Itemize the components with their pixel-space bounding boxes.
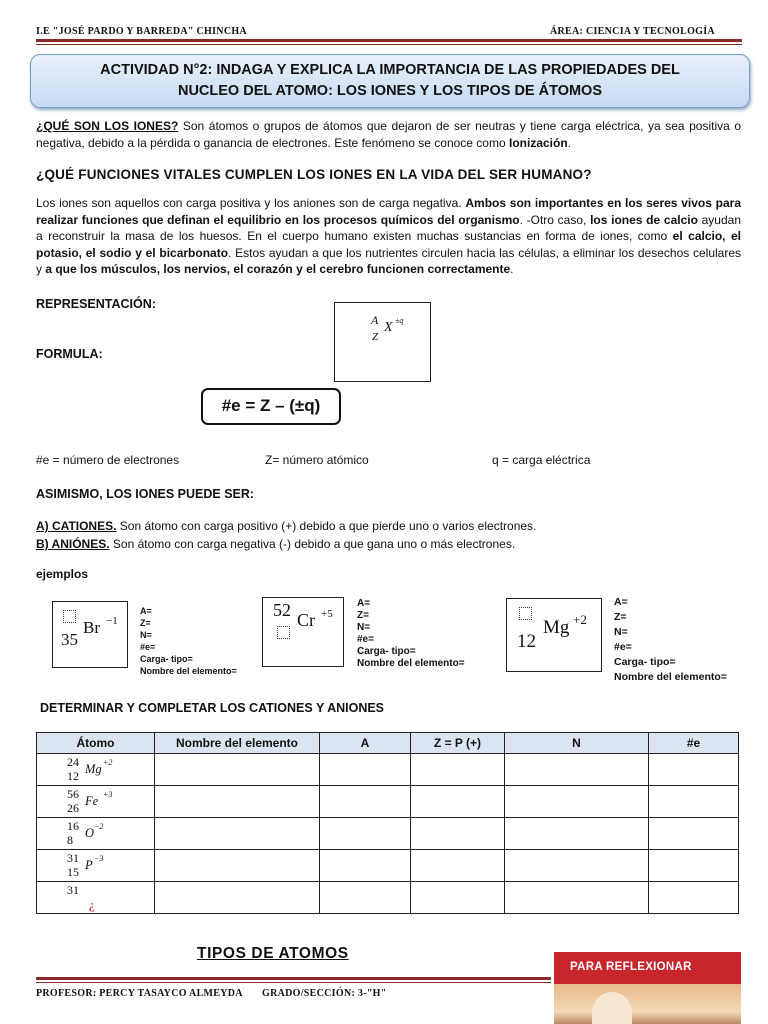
- mg-atomic-number: 12: [517, 631, 536, 652]
- ion-charge: +2: [103, 758, 113, 767]
- representation-box: [334, 302, 431, 382]
- legend-electrons: #e = número de electrones: [36, 453, 180, 467]
- legend-charge: q = carga eléctrica: [492, 453, 591, 467]
- title-line-2: NUCLEO DEL ATOMO: LOS IONES Y LOS TIPOS DE ÁTOMOS: [177, 83, 603, 99]
- ions-question: ¿QUÉ SON LOS IONES?: [36, 119, 179, 133]
- element-name-cell[interactable]: [155, 882, 320, 914]
- z-cell[interactable]: [411, 850, 505, 882]
- header-rule: [36, 39, 742, 42]
- element-symbol: P: [85, 858, 93, 872]
- anions-text: Son átomo con carga negativa (-) debido a que gana uno o más electrones.: [109, 537, 516, 551]
- func-t2: . -Otro caso,: [519, 212, 591, 227]
- n-cell[interactable]: [505, 818, 649, 850]
- n-cell[interactable]: [505, 786, 649, 818]
- example-fields-1: [140, 605, 237, 677]
- field-z: Z=: [614, 611, 627, 623]
- z-cell[interactable]: [411, 786, 505, 818]
- teacher-name: PROFESOR: PERCY TASAYCO ALMEYDA: [36, 988, 243, 999]
- func-b1: Ambos son importantes en los seres vivos para realizar funciones que definan el equilibrio en los procesos químicos del organismo: [36, 196, 741, 227]
- cations-line: [36, 519, 536, 533]
- element-symbol: O: [85, 826, 95, 840]
- atomic-number: 26: [67, 801, 79, 815]
- ions-text: Son átomos o grupos de átomos que dejaron de ser neutras y tiene carga eléctrica, ya sea positiva o negativa, debido a la pérdida o ganancia de electrones. Este fenómeno se conoce como: [36, 119, 741, 150]
- z-cell[interactable]: [411, 882, 505, 914]
- title-line-1: ACTIVIDAD N°2: INDAGA Y EXPLICA LA IMPORTANCIA DE LAS PROPIEDADES DEL: [100, 62, 680, 78]
- element-name-cell[interactable]: [155, 786, 320, 818]
- field-a: A=: [140, 606, 152, 616]
- school-name: I.E "JOSÉ PARDO Y BARREDA" CHINCHA: [36, 26, 247, 37]
- ion-charge: −3: [94, 854, 104, 863]
- element-symbol: Mg: [85, 762, 102, 776]
- rep-charge: ±q: [395, 316, 404, 325]
- atom-notation: [37, 850, 154, 881]
- field-element-name: Nombre del elemento=: [140, 666, 237, 676]
- mg-charge: +2: [573, 612, 587, 627]
- field-e: #e=: [140, 642, 156, 652]
- table-row: [37, 818, 739, 850]
- mg-symbol: Mg: [543, 617, 570, 638]
- field-charge-type: Carga- tipo=: [140, 654, 193, 664]
- atom-cell: [37, 850, 155, 882]
- cr-charge: +5: [321, 608, 333, 620]
- ions-end: .: [567, 135, 572, 150]
- func-b3: el calcio, el potasio, el sodio y el bicarbonato: [36, 229, 741, 260]
- example-fields-2: [357, 598, 465, 670]
- atom-notation: [37, 754, 154, 785]
- field-n: N=: [357, 622, 371, 633]
- col-electrons: #e: [649, 733, 739, 754]
- br-charge: −1: [106, 615, 118, 627]
- table-row: [37, 754, 739, 786]
- footer-rule-thin: [36, 982, 551, 983]
- func-t1: Los iones son aquellos con carga positiva y los aniones son de carga negativa.: [36, 196, 466, 210]
- tipos-heading: TIPOS DE ATOMOS: [197, 945, 349, 962]
- rep-mass-number: A: [371, 313, 379, 327]
- atom-notation: [37, 882, 154, 913]
- n-cell[interactable]: [505, 882, 649, 914]
- anions-line: [36, 537, 515, 551]
- grade-section: GRADO/SECCIÓN: 3-"H": [262, 988, 387, 999]
- n-cell[interactable]: [505, 754, 649, 786]
- electrons-cell[interactable]: [649, 818, 739, 850]
- reflection-label: PARA REFLEXIONAR: [570, 961, 692, 973]
- functions-paragraph: [36, 195, 741, 278]
- br-atomic-number: 35: [61, 630, 78, 649]
- activity-title: [30, 54, 750, 108]
- mass-number: 31: [67, 883, 79, 897]
- br-symbol: Br: [83, 618, 100, 637]
- formula-box: #e = Z – (±q): [201, 388, 341, 425]
- example-fields-3: [614, 595, 727, 685]
- mass-number: 56: [67, 787, 79, 801]
- a-cell[interactable]: [320, 754, 411, 786]
- z-cell[interactable]: [411, 754, 505, 786]
- representation-label: REPRESENTACIÓN:: [36, 297, 156, 311]
- field-element-name: Nombre del elemento=: [357, 658, 465, 669]
- field-z: Z=: [357, 610, 369, 621]
- area-label: ÁREA: CIENCIA Y TECNOLOGÍA: [550, 26, 715, 37]
- table-row: [37, 786, 739, 818]
- table-header-row: [37, 733, 739, 754]
- field-e: #e=: [357, 634, 374, 645]
- header-rule-thin: [36, 44, 742, 45]
- reflection-image: [554, 952, 741, 1024]
- a-cell[interactable]: [320, 786, 411, 818]
- rep-atomic-number: Z: [372, 331, 379, 343]
- cations-label: A) CATIONES.: [36, 519, 117, 533]
- field-a: A=: [357, 598, 371, 609]
- field-n: N=: [614, 626, 628, 638]
- ions-table: [36, 732, 739, 914]
- element-name-cell[interactable]: [155, 818, 320, 850]
- field-charge-type: Carga- tipo=: [357, 646, 416, 657]
- field-charge-type: Carga- tipo=: [614, 656, 676, 668]
- empty-atomic-placeholder: [277, 626, 290, 639]
- ion-charge: −2: [94, 822, 104, 831]
- example-box-cr: [262, 597, 344, 667]
- anions-label: B) ANIÓNES.: [36, 537, 110, 551]
- mass-number: 24: [67, 755, 79, 769]
- col-n: N: [505, 733, 649, 754]
- electrons-cell[interactable]: [649, 882, 739, 914]
- col-z: Z = P (+): [411, 733, 505, 754]
- a-cell[interactable]: [320, 882, 411, 914]
- mass-number: 16: [67, 819, 79, 833]
- example-box-mg: [506, 598, 602, 672]
- table-row: [37, 850, 739, 882]
- functions-heading: ¿QUÉ FUNCIONES VITALES CUMPLEN LOS IONES EN LA VIDA DEL SER HUMANO?: [36, 167, 592, 182]
- ionization-term: Ionización: [509, 135, 568, 150]
- func-t5: .: [510, 262, 514, 276]
- atom-cell: [37, 754, 155, 786]
- ions-definition: [36, 118, 741, 151]
- col-element-name: Nombre del elemento: [155, 733, 320, 754]
- func-t4: . Estos ayudan a que los nutrientes circulen hacia las células, a eliminar los desechos celulares y: [36, 245, 742, 276]
- field-e: #e=: [614, 641, 632, 653]
- col-atom: Átomo: [37, 733, 155, 754]
- field-a: A=: [614, 596, 628, 608]
- empty-mass-placeholder: [519, 607, 532, 620]
- col-a: A: [320, 733, 411, 754]
- legend-atomic: Z= número atómico: [265, 453, 369, 467]
- rep-symbol: X: [384, 320, 393, 335]
- atom-notation: [37, 818, 154, 849]
- atom-cell: [37, 818, 155, 850]
- func-b2: los iones de calcio: [590, 212, 698, 227]
- z-cell[interactable]: [411, 818, 505, 850]
- field-element-name: Nombre del elemento=: [614, 671, 727, 683]
- element-name-cell[interactable]: [155, 754, 320, 786]
- ion-charge: +3: [103, 790, 113, 799]
- a-cell[interactable]: [320, 850, 411, 882]
- examples-label: ejemplos: [36, 567, 89, 581]
- func-t3: ayudan a reconstruir la masa de los huesos. En el cuerpo humano existen muchas sustancias en forma de iones, como: [36, 212, 742, 243]
- cations-text: Son átomo con carga positivo (+) debido a que pierde uno o varios electrones.: [116, 519, 537, 533]
- table-heading: DETERMINAR Y COMPLETAR LOS CATIONES Y ANIONES: [40, 701, 385, 715]
- field-n: N=: [140, 630, 152, 640]
- atomic-number: 15: [67, 865, 79, 879]
- func-b4: a que los músculos, los nervios, el corazón y el cerebro funcionen correctamente: [45, 262, 511, 276]
- types-heading: ASIMISMO, LOS IONES PUEDE SER:: [36, 487, 255, 501]
- field-z: Z=: [140, 618, 151, 628]
- atom-cell: [37, 786, 155, 818]
- empty-mass-placeholder: [63, 610, 76, 623]
- example-box-br: [52, 601, 128, 668]
- atomic-number: 12: [67, 769, 79, 783]
- a-cell[interactable]: [320, 818, 411, 850]
- element-symbol: Fe: [85, 794, 99, 808]
- cr-mass-number: 52: [273, 600, 291, 620]
- electrons-cell[interactable]: [649, 850, 739, 882]
- mass-number: 31: [67, 851, 79, 865]
- atom-notation: [37, 786, 154, 817]
- atomic-number: 8: [67, 833, 73, 847]
- reflection-photo-figure: [592, 992, 632, 1024]
- element-symbol: ¿: [89, 897, 95, 912]
- formula-label: FORMULA:: [36, 347, 103, 361]
- electrons-cell[interactable]: [649, 786, 739, 818]
- table-row: [37, 882, 739, 914]
- footer-rule: [36, 977, 551, 980]
- atom-cell: [37, 882, 155, 914]
- n-cell[interactable]: [505, 850, 649, 882]
- cr-symbol: Cr: [297, 610, 315, 630]
- electrons-cell[interactable]: [649, 754, 739, 786]
- element-name-cell[interactable]: [155, 850, 320, 882]
